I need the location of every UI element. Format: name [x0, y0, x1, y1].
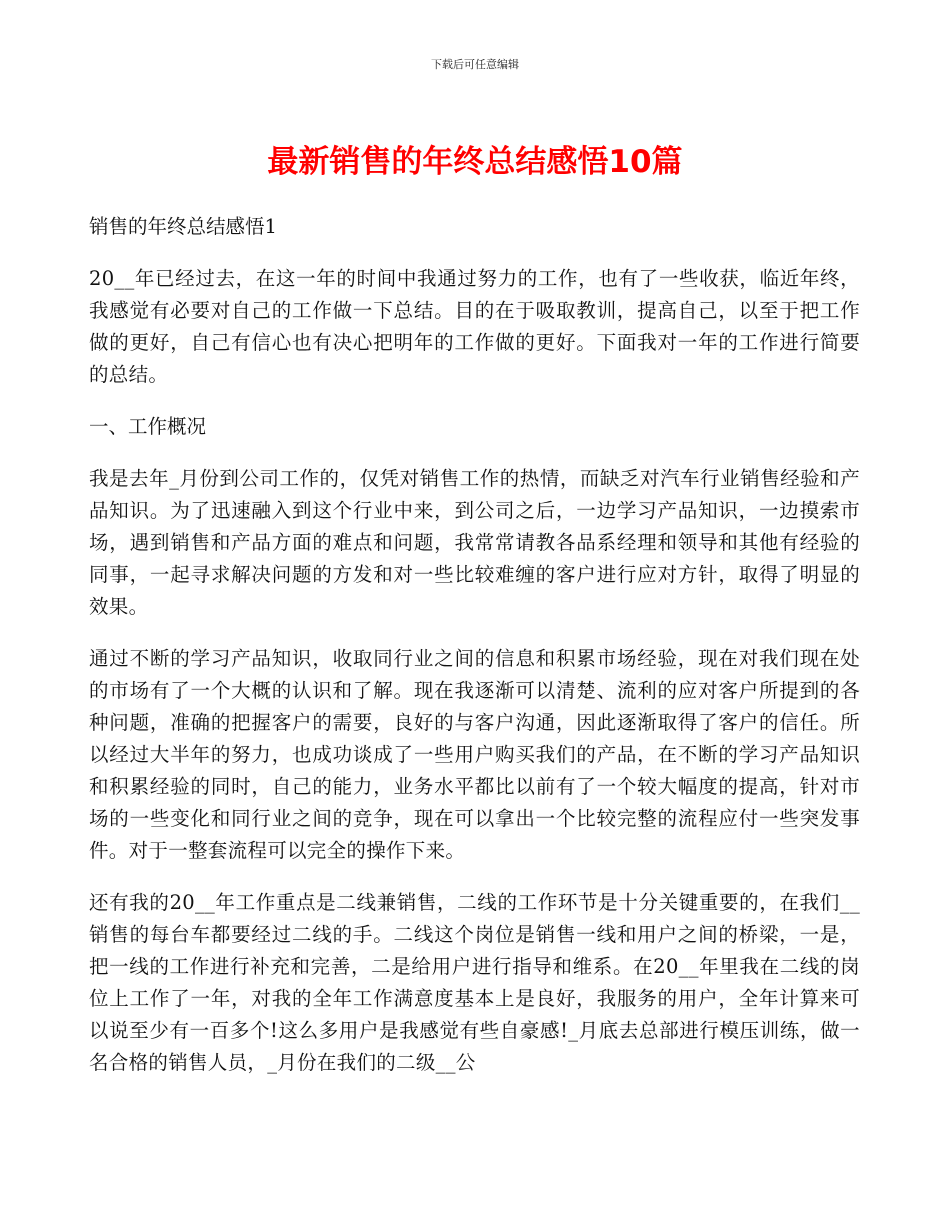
paragraph: 我是去年_月份到公司工作的，仅凭对销售工作的热情，而缺乏对汽车行业销售经验和产品知识。为了迅速融入到这个行业中来，到公司之后，一边学习产品知识，一边摸索市场，遇到销售和产品方面的难点和问题，我常常请教各品系经理和领导和其他有经验的同事，一起寻求解决问题的方发和对一些比较难缠的客户进行应对方针，取得了明显的效果。 [89, 467, 860, 618]
document-body [89, 211, 860, 1099]
paragraph: 还有我的20__年工作重点是二线兼销售，二线的工作环节是十分关键重要的，在我们__销售的每台车都要经过二线的手。二线这个岗位是销售一线和用户之间的桥梁，一是，把一线的工作进行补充和完善，二是给用户进行指导和维系。在20__年里我在二线的岗位上工作了一年，对我的全年工作满意度基本上是良好，我服务的用户，全年计算来可以说至少有一百多个!这么多用户是我感觉有些自豪感!_月底去总部进行模压训练，做一名合格的销售人员，_月份在我们的二级__公 [89, 891, 860, 1074]
document-title: 最新销售的年终总结感悟10篇 [267, 144, 683, 180]
section-heading: 一、工作概况 [89, 415, 207, 438]
paragraph: 20__年已经过去，在这一年的时间中我通过努力的工作，也有了一些收获，临近年终，我感觉有必要对自己的工作做一下总结。目的在于吸取教训，提高自己，以至于把工作做的更好，自己有信心也有决心把明年的工作做的更好。下面我对一年的工作进行简要的总结。 [89, 267, 860, 386]
header-note: 下载后可任意编辑 [431, 58, 519, 71]
paragraph: 通过不断的学习产品知识，收取同行业之间的信息和积累市场经验，现在对我们现在处的市场有了一个大概的认识和了解。现在我逐渐可以清楚、流利的应对客户所提到的各种问题，准确的把握客户的需要，良好的与客户沟通，因此逐渐取得了客户的信任。所以经过大半年的努力，也成功谈成了一些用户购买我们的产品，在不断的学习产品知识和积累经验的同时，自己的能力，业务水平都比以前有了一个较大幅度的提高，针对市场的一些变化和同行业之间的竞争，现在可以拿出一个比较完整的流程应付一些突发事件。对于一整套流程可以完全的操作下来。 [89, 647, 860, 862]
article-subtitle: 销售的年终总结感悟1 [89, 215, 277, 238]
